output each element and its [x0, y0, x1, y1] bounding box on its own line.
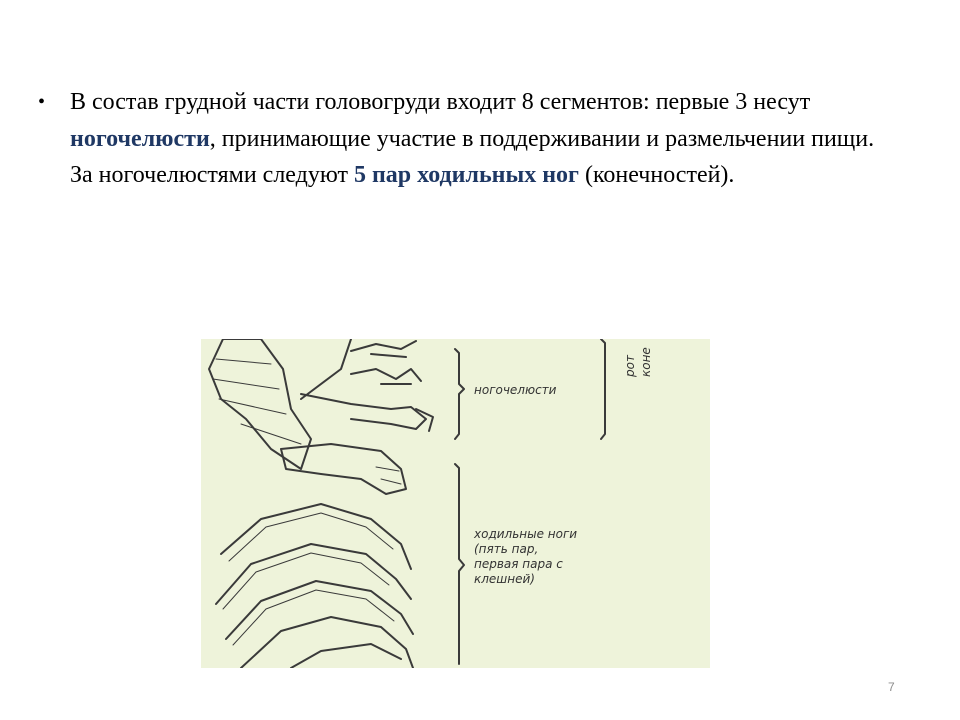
- maxilliped-3: [301, 394, 426, 429]
- text-part-1: В состав грудной части головогруди входит 8 сегментов: первые 3 несут: [70, 89, 811, 115]
- label-walking-legs-line3: первая пара с: [474, 557, 563, 571]
- walking-legs-bracket: [455, 464, 464, 664]
- thorax-outline: [209, 339, 311, 469]
- text-part-3: (конечностей).: [578, 162, 735, 188]
- highlight-maxillipeds: ногочелюсти: [70, 125, 210, 152]
- text-part-2: , принимающие участие в поддерживании и размельчении пищи. За ногочелюстями следуют: [70, 125, 875, 188]
- bullet-marker: •: [38, 91, 46, 113]
- crayfish-limbs-figure: [201, 339, 710, 668]
- maxilliped-2: [351, 369, 421, 384]
- walking-leg-5: [291, 644, 401, 668]
- mouthparts-bracket: [601, 339, 605, 439]
- label-maxillipeds: ногочелюсти: [474, 383, 557, 397]
- maxillipeds-bracket: [455, 349, 464, 439]
- label-walking-legs-line2: (пять пар,: [474, 542, 539, 556]
- page-number: 7: [888, 680, 895, 694]
- highlight-walking-legs: 5 пар ходильных ног: [353, 162, 579, 188]
- label-mouthparts-clipped-2: коне: [639, 347, 653, 377]
- bullet-item: [38, 84, 878, 194]
- bullet-text: [70, 84, 878, 194]
- label-walking-legs-line4: клешней): [474, 572, 535, 586]
- label-mouthparts-clipped-1: рот: [623, 355, 637, 377]
- label-walking-legs: ходильные ноги: [474, 527, 578, 541]
- walking-leg-1: [221, 504, 411, 569]
- walking-leg-4: [241, 617, 413, 668]
- limbs-illustration: [201, 339, 710, 668]
- maxilliped-1: [351, 341, 416, 357]
